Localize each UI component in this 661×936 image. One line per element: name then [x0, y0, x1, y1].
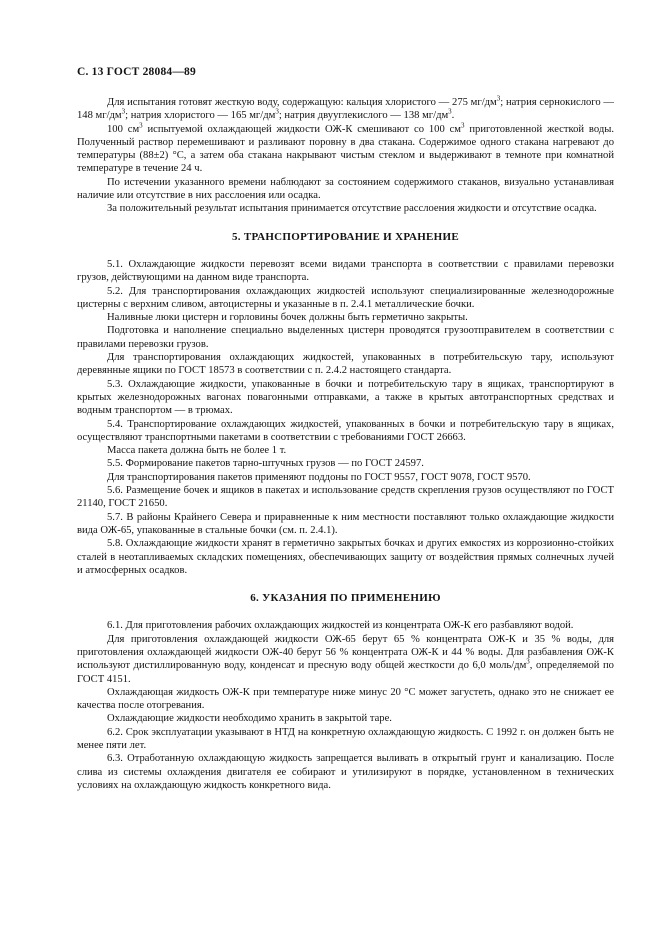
paragraph: Охлаждающая жидкость ОЖ-К при температуре ниже минус 20 °С может загустеть, однако это не снижает ее качества после отогревания. — [77, 686, 614, 712]
paragraph: Для транспортирования пакетов применяют поддоны по ГОСТ 9557, ГОСТ 9078, ГОСТ 9570. — [107, 471, 531, 483]
paragraph: 6.3. Отработанную охлаждающую жидкость запрещается выливать в открытый грунт и канализацию. После слива из системы охлаждения двигателя ее собирают и утилизируют в порядке, установленном в технических условиях на охлаждающую жидкость конкретного вида. — [77, 753, 614, 791]
paragraph: 5.1. Охлаждающие жидкости перевозят всеми видами транспорта в соответствии с правилами перевозки грузов, действующими на данном виде транспорта. — [77, 258, 614, 284]
section-5-heading: 5. ТРАНСПОРТИРОВАНИЕ И ХРАНЕНИЕ — [231, 230, 460, 243]
paragraph: 5.6. Размещение бочек и ящиков в пакетах и использование средств скрепления грузов осуществляют по ГОСТ 21140, ГОСТ 21650. — [77, 485, 614, 510]
paragraph: 5.8. Охлаждающие жидкости хранят в герметично закрытых бочках и других емкостях из коррозионно-стойких сталей в неотапливаемых складских помещениях, обеспечивающих защиту от воздействия прямых солнечных лучей и атмосферных осадков. — [77, 538, 614, 576]
paragraph: 5.4. Транспортирование охлаждающих жидкостей, упакованных в бочки и потребительскую тару в ящиках, осуществляют транспортными пакетами в соответствии с требованиями ГОСТ 26663. — [77, 418, 614, 443]
paragraph: 5.3. Охлаждающие жидкости, упакованные в бочки и потребительскую тару в ящиках, транспортируют в крытых железнодорожных вагонах повагонными отправками, а также в крытых автотранспортных средствах и водным транспортом — в трюмах. — [77, 378, 614, 417]
paragraph: 5.2. Для транспортирования охлаждающих жидкостей используют специализированные железнодорожные цистерны с верхним сливом, автоцистерны и указанные в п. 2.4.1 металлические бочки. — [77, 285, 614, 310]
paragraph: 5.5. Формирование пакетов тарно-штучных грузов — по ГОСТ 24597. — [107, 458, 424, 470]
paragraph: Для транспортирования охлаждающих жидкостей, упакованных в потребительскую тару, используют деревянные ящики по ГОСТ 18573 в соответствии с п. 2.4.2 настоящего стандарта. — [77, 352, 614, 377]
paragraph: Охлаждающие жидкости необходимо хранить в закрытой таре. — [107, 713, 392, 725]
paragraph: Подготовка и наполнение специально выделенных цистерн проводятся грузоотправителем в соответствии с правилами перевозки грузов. — [77, 325, 614, 350]
section-6-heading: 6. УКАЗАНИЯ ПО ПРИМЕНЕНИЮ — [250, 592, 441, 605]
paragraph: По истечении указанного времени наблюдают за состоянием содержимого стаканов, визуально устанавливая наличие или отсутствие в них расслоения или осадка. — [77, 176, 614, 202]
paragraph: 6.1. Для приготовления рабочих охлаждающих жидкостей из концентрата ОЖ-К его разбавляют водой. — [107, 620, 574, 632]
paragraph: Масса пакета должна быть не более 1 т. — [107, 445, 287, 457]
document-body — [77, 96, 614, 792]
paragraph: 6.2. Срок эксплуатации указывают в НТД на конкретную охлаждающую жидкость. С 1992 г. он должен быть не менее пяти лет. — [77, 726, 614, 752]
paragraph: Для приготовления охлаждающей жидкости ОЖ-65 берут 65 % концентрата ОЖ-К и 35 % воды, для приготовления охлаждающей жидкости ОЖ-40 берут 56 % концентрата ОЖ-К и 44 % воды. Для разбавления ОЖ-К используют дистиллированную воду, конденсат и пресную воду общей жесткости до 6,0 моль/$дм^3$, определяемой по ГОСТ 4151. — [77, 633, 614, 685]
paragraph: 100 $см^3$ испытуемой охлаждающей жидкости ОЖ-К смешивают со 100 $см^3$ приготовленной жесткой воды. Полученный раствор перемешивают и разливают поровну в два стакана. Содержимое одного стакана нагревают до температуры (88±2) °С, а затем оба стакана накрывают чистым стеклом и выдерживают в темноте при комнатной температуре в течение 24 ч. — [77, 121, 615, 175]
paragraph: Для испытания готовят жесткую воду, содержащую: кальция хлористого — 275 $мг/дм^3$; натрия сернокислого — 148 $мг/дм^3$; натрия хлористого — 165 $мг/дм^3$; натрия двууглекислого — 138 $мг/дм^3$. — [77, 94, 614, 122]
page-header: С. 13 ГОСТ 28084—89 — [77, 66, 196, 78]
paragraph: За положительный результат испытания принимается отсутствие расслоения жидкости и отсутствие осадка. — [107, 203, 597, 215]
paragraph: 5.7. В районы Крайнего Севера и приравненные к ним местности поставляют только охлаждающие жидкости вида ОЖ-65, упакованные в стальные бочки (см. п. 2.4.1). — [77, 511, 614, 536]
paragraph: Наливные люки цистерн и горловины бочек должны быть герметично закрыты. — [107, 312, 468, 324]
